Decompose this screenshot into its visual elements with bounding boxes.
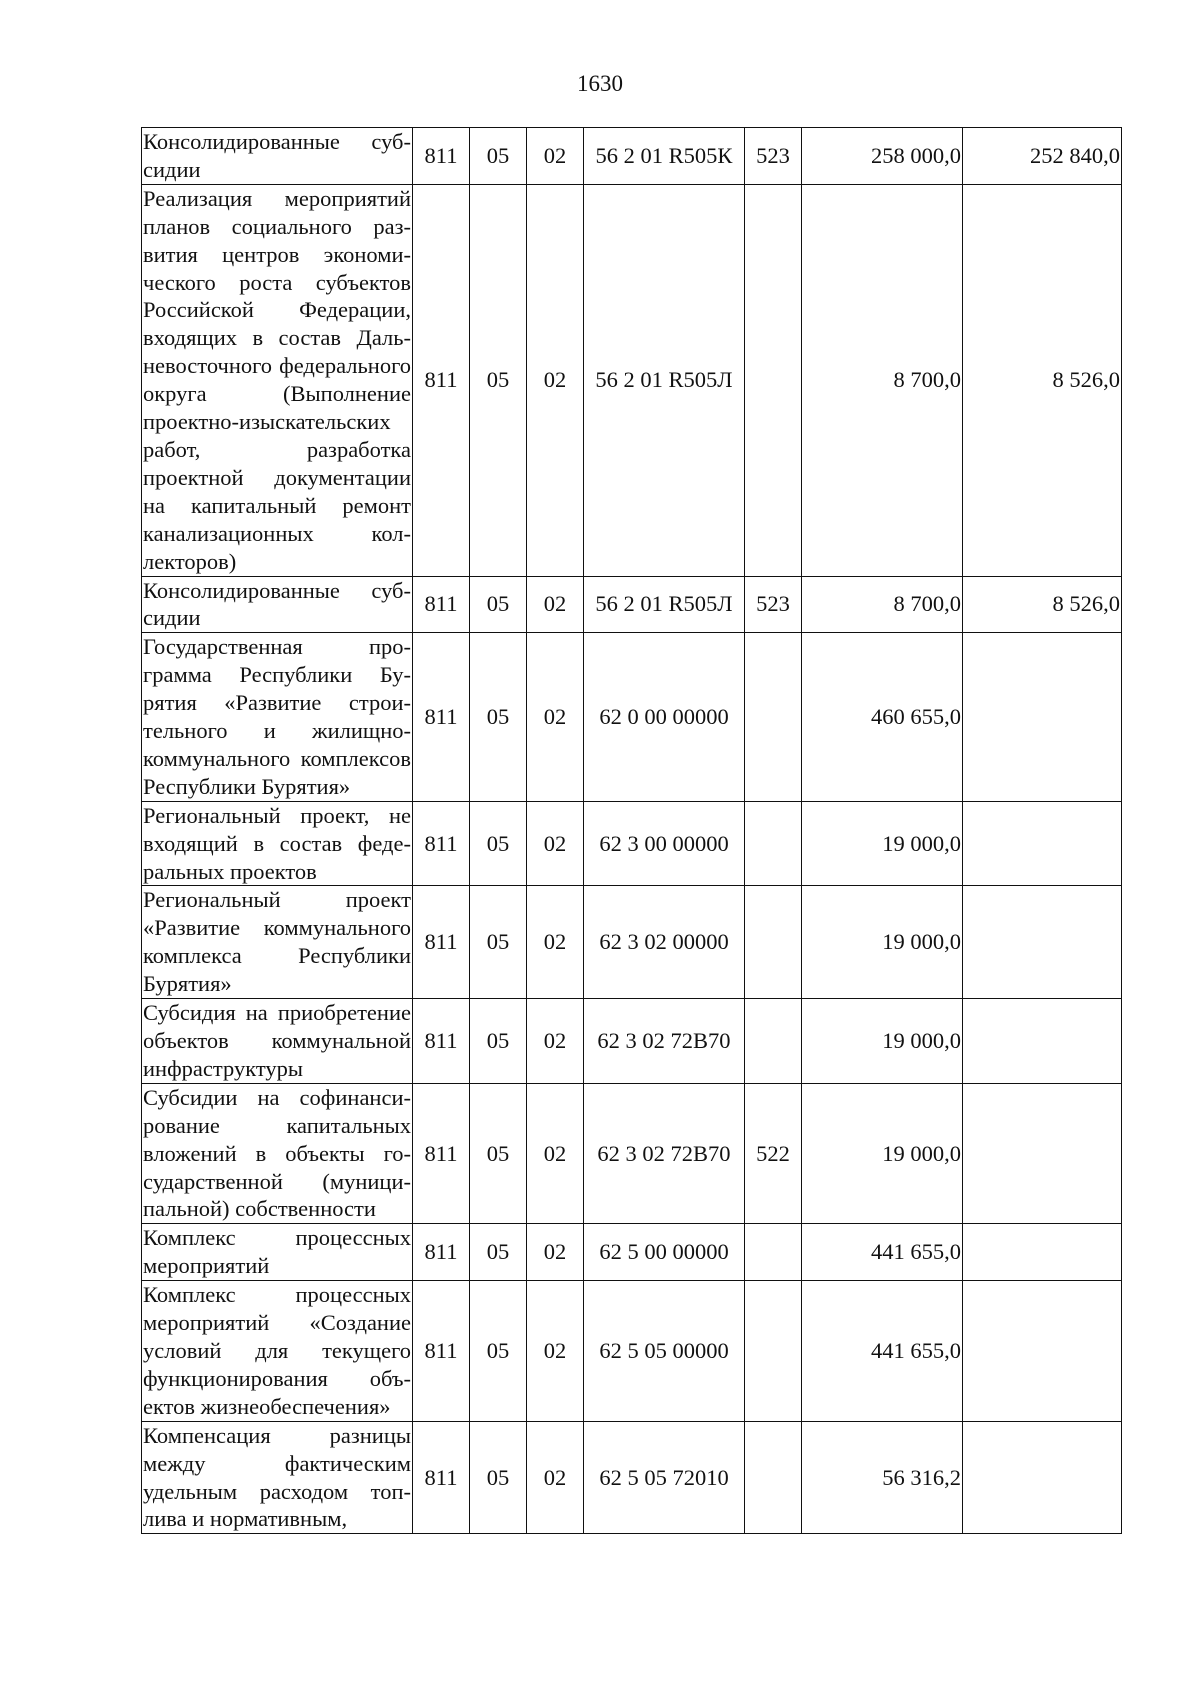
item-name-cell: Субсидия на приобретение объектов коммунальной инфраструктуры bbox=[142, 999, 413, 1084]
ministry-code-cell: 811 bbox=[413, 801, 470, 886]
subsection-code-cell: 02 bbox=[527, 1224, 584, 1281]
item-name-cell: Консолидированные субсидии bbox=[142, 576, 413, 633]
amount-year1-cell: 441 655,0 bbox=[802, 1281, 963, 1422]
item-name-cell: Субсидии на софинансирование капитальных вложений в объекты государственной (муниципальной) собственности bbox=[142, 1083, 413, 1224]
expense-type-cell bbox=[745, 633, 802, 801]
table-row bbox=[142, 1281, 1122, 1422]
amount-year1-cell: 19 000,0 bbox=[802, 886, 963, 999]
amount-year2-cell bbox=[963, 1224, 1122, 1281]
ministry-code-cell: 811 bbox=[413, 1224, 470, 1281]
amount-year2-cell bbox=[963, 1281, 1122, 1422]
amount-year1-cell: 19 000,0 bbox=[802, 1083, 963, 1224]
expense-type-cell: 522 bbox=[745, 1083, 802, 1224]
subsection-code-cell: 02 bbox=[527, 999, 584, 1084]
target-article-cell: 62 5 00 00000 bbox=[584, 1224, 745, 1281]
section-code-cell: 05 bbox=[470, 128, 527, 185]
table-row bbox=[142, 999, 1122, 1084]
amount-year1-cell: 8 700,0 bbox=[802, 184, 963, 576]
item-name-cell: Региональный проект «Развитие коммунального комплекса Республики Бурятия» bbox=[142, 886, 413, 999]
ministry-code-cell: 811 bbox=[413, 184, 470, 576]
table-row bbox=[142, 1224, 1122, 1281]
item-name-cell: Реализация мероприятий планов социального развития центров экономического роста субъектов Российской Федерации, входящих в состав Дальневосточного федерального округа (Выполнение проектно-изыскательских работ, разработка проектной документации на капитальный ремонт канализационных коллекторов) bbox=[142, 184, 413, 576]
page-number: 1630 bbox=[577, 71, 623, 96]
table-row bbox=[142, 128, 1122, 185]
subsection-code-cell: 02 bbox=[527, 1281, 584, 1422]
expense-type-cell bbox=[745, 1281, 802, 1422]
subsection-code-cell: 02 bbox=[527, 633, 584, 801]
amount-year2-cell bbox=[963, 1083, 1122, 1224]
target-article-cell: 62 3 00 00000 bbox=[584, 801, 745, 886]
table-row bbox=[142, 1083, 1122, 1224]
section-code-cell: 05 bbox=[470, 1083, 527, 1224]
amount-year2-cell: 252 840,0 bbox=[963, 128, 1122, 185]
target-article-cell: 56 2 01 R505Л bbox=[584, 184, 745, 576]
ministry-code-cell: 811 bbox=[413, 633, 470, 801]
target-article-cell: 62 3 02 00000 bbox=[584, 886, 745, 999]
budget-table bbox=[141, 127, 1122, 1534]
expense-type-cell: 523 bbox=[745, 128, 802, 185]
table-row bbox=[142, 801, 1122, 886]
ministry-code-cell: 811 bbox=[413, 1083, 470, 1224]
amount-year2-cell bbox=[963, 1421, 1122, 1534]
ministry-code-cell: 811 bbox=[413, 999, 470, 1084]
target-article-cell: 62 3 02 72В70 bbox=[584, 999, 745, 1084]
table-row bbox=[142, 576, 1122, 633]
target-article-cell: 62 5 05 72010 bbox=[584, 1421, 745, 1534]
subsection-code-cell: 02 bbox=[527, 576, 584, 633]
amount-year2-cell: 8 526,0 bbox=[963, 184, 1122, 576]
table-row bbox=[142, 886, 1122, 999]
item-name-cell: Комплекс процессных мероприятий bbox=[142, 1224, 413, 1281]
subsection-code-cell: 02 bbox=[527, 184, 584, 576]
section-code-cell: 05 bbox=[470, 801, 527, 886]
section-code-cell: 05 bbox=[470, 999, 527, 1084]
table-row bbox=[142, 633, 1122, 801]
table-row bbox=[142, 1421, 1122, 1534]
expense-type-cell: 523 bbox=[745, 576, 802, 633]
subsection-code-cell: 02 bbox=[527, 886, 584, 999]
item-name-cell: Комплекс процессных мероприятий «Создание условий для текущего функционирования объектов жизнеобеспечения» bbox=[142, 1281, 413, 1422]
subsection-code-cell: 02 bbox=[527, 801, 584, 886]
target-article-cell: 62 5 05 00000 bbox=[584, 1281, 745, 1422]
amount-year1-cell: 441 655,0 bbox=[802, 1224, 963, 1281]
ministry-code-cell: 811 bbox=[413, 886, 470, 999]
amount-year2-cell bbox=[963, 801, 1122, 886]
section-code-cell: 05 bbox=[470, 1281, 527, 1422]
ministry-code-cell: 811 bbox=[413, 576, 470, 633]
budget-table-body bbox=[142, 128, 1122, 1534]
ministry-code-cell: 811 bbox=[413, 128, 470, 185]
item-name-cell: Государственная программа Республики Бурятия «Развитие строительного и жилищно-коммунального комплексов Республики Бурятия» bbox=[142, 633, 413, 801]
ministry-code-cell: 811 bbox=[413, 1281, 470, 1422]
section-code-cell: 05 bbox=[470, 633, 527, 801]
amount-year1-cell: 8 700,0 bbox=[802, 576, 963, 633]
table-row bbox=[142, 184, 1122, 576]
item-name-cell: Консолидированные субсидии bbox=[142, 128, 413, 185]
subsection-code-cell: 02 bbox=[527, 128, 584, 185]
amount-year2-cell: 8 526,0 bbox=[963, 576, 1122, 633]
target-article-cell: 62 0 00 00000 bbox=[584, 633, 745, 801]
target-article-cell: 56 2 01 R505Л bbox=[584, 576, 745, 633]
subsection-code-cell: 02 bbox=[527, 1421, 584, 1534]
amount-year2-cell bbox=[963, 886, 1122, 999]
section-code-cell: 05 bbox=[470, 184, 527, 576]
amount-year1-cell: 258 000,0 bbox=[802, 128, 963, 185]
amount-year2-cell bbox=[963, 999, 1122, 1084]
ministry-code-cell: 811 bbox=[413, 1421, 470, 1534]
section-code-cell: 05 bbox=[470, 1421, 527, 1534]
target-article-cell: 62 3 02 72В70 bbox=[584, 1083, 745, 1224]
amount-year1-cell: 19 000,0 bbox=[802, 801, 963, 886]
amount-year2-cell bbox=[963, 633, 1122, 801]
amount-year1-cell: 56 316,2 bbox=[802, 1421, 963, 1534]
expense-type-cell bbox=[745, 184, 802, 576]
item-name-cell: Региональный проект, не входящий в состав федеральных проектов bbox=[142, 801, 413, 886]
expense-type-cell bbox=[745, 1421, 802, 1534]
amount-year1-cell: 460 655,0 bbox=[802, 633, 963, 801]
target-article-cell: 56 2 01 R505К bbox=[584, 128, 745, 185]
section-code-cell: 05 bbox=[470, 886, 527, 999]
expense-type-cell bbox=[745, 886, 802, 999]
amount-year1-cell: 19 000,0 bbox=[802, 999, 963, 1084]
section-code-cell: 05 bbox=[470, 1224, 527, 1281]
expense-type-cell bbox=[745, 1224, 802, 1281]
subsection-code-cell: 02 bbox=[527, 1083, 584, 1224]
expense-type-cell bbox=[745, 801, 802, 886]
section-code-cell: 05 bbox=[470, 576, 527, 633]
expense-type-cell bbox=[745, 999, 802, 1084]
item-name-cell: Компенсация разницы между фактическим удельным расходом топлива и нормативным, bbox=[142, 1421, 413, 1534]
